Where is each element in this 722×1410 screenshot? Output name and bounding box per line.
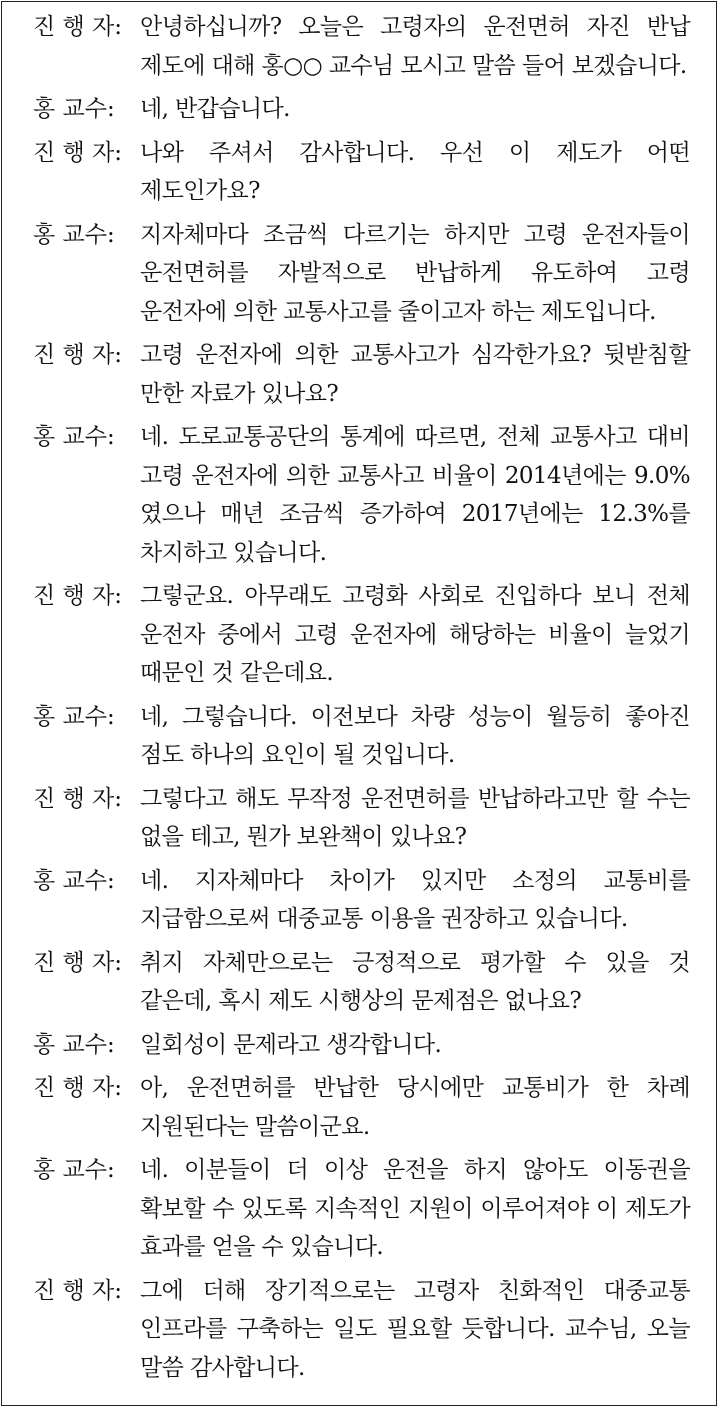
speaker-label: 진 행 자:: [33, 139, 123, 166]
speech-text: 네. 지자체마다 차이가 있지만 소정의 교통비를 지급함으로써 대중교통 이용을 권장하고 있습니다.: [140, 867, 690, 932]
speech-text: 안녕하십니까? 오늘은 고령자의 운전면허 자진 반납 제도에 대해 홍○○ 교수님 모시고 말씀 들어 보겠습니다.: [140, 14, 690, 79]
speaker-label: 진 행 자:: [33, 785, 123, 812]
speech-text: 취지 자체만으로는 긍정적으로 평가할 수 있을 것 같은데, 혹시 제도 시행상의 문제점은 없나요?: [140, 949, 690, 1014]
dialogue-turn: [0, 336, 722, 413]
speech-text: 그렇군요. 아무래도 고령화 사회로 진입하다 보니 전체 운전자 중에서 고령 운전자에 해당하는 비율이 늘었기 때문인 것 같은데요.: [140, 583, 690, 686]
speech-text: 나와 주셔서 감사합니다. 우선 이 제도가 어떤 제도인가요?: [140, 139, 690, 204]
speaker-label: 홍 교수:: [33, 1157, 115, 1183]
dialogue-turn: [0, 1151, 722, 1267]
dialogue-turn: [0, 862, 722, 939]
dialogue-turn: [0, 944, 722, 1021]
dialogue-turn: [0, 418, 722, 572]
speech-text: 네, 그렇습니다. 이전보다 차량 성능이 월등히 좋아진 점도 하나의 요인이 될 것입니다.: [140, 703, 690, 768]
speaker-label: 홍 교수:: [33, 96, 115, 122]
dialogue-turn: [0, 134, 722, 211]
speaker-label: 홍 교수:: [33, 424, 115, 450]
dialogue-turn: [0, 1069, 722, 1146]
speaker-label: 진 행 자:: [33, 14, 123, 40]
speech-text: 지자체마다 조금씩 다르기는 하지만 고령 운전자들이 운전면허를 자발적으로 반납하게 유도하여 고령 운전자에 의한 교통사고를 줄이고자 하는 제도입니다.: [140, 221, 690, 325]
speech-text: 네. 이분들이 더 이상 운전을 하지 않아도 이동권을 확보할 수 있도록 지속적인 지원이 이루어져야 이 제도가 효과를 얻을 수 있습니다.: [140, 1157, 690, 1260]
dialogue-transcript: [0, 8, 722, 1392]
speaker-label: 진 행 자:: [33, 1075, 123, 1101]
speaker-label: 진 행 자:: [33, 342, 123, 368]
speech-text: 그에 더해 장기적으로는 고령자 친화적인 대중교통 인프라를 구축하는 일도 필요할 듯합니다. 교수님, 오늘 말씀 감사합니다.: [140, 1277, 690, 1381]
speaker-label: 홍 교수:: [33, 867, 115, 894]
speech-text: 고령 운전자에 의한 교통사고가 심각한가요? 뒷받침할 만한 자료가 있나요?: [140, 342, 690, 407]
dialogue-turn: [0, 780, 722, 857]
speaker-label: 홍 교수:: [33, 703, 115, 730]
dialogue-turn: [0, 1026, 722, 1065]
dialogue-turn: [0, 577, 722, 693]
speech-text: 그렇다고 해도 무작정 운전면허를 반납하라고만 할 수는 없을 테고, 뭔가 보완책이 있나요?: [140, 785, 690, 850]
speech-text: 네. 도로교통공단의 통계에 따르면, 전체 교통사고 대비 고령 운전자에 의한 교통사고 비율이 2014년에는 9.0%였으나 매년 조금씩 증가하여 2017년에는 12.3%를 차지하고 있습니다.: [140, 424, 690, 566]
speaker-label: 홍 교수:: [33, 221, 115, 248]
speech-text: 일회성이 문제라고 생각합니다.: [140, 1031, 442, 1058]
speaker-label: 홍 교수:: [33, 1031, 115, 1058]
dialogue-turn: [0, 216, 722, 332]
dialogue-turn: [0, 8, 722, 85]
speech-text: 아, 운전면허를 반납한 당시에만 교통비가 한 차례 지원된다는 말씀이군요.: [140, 1075, 690, 1140]
speech-text: 네, 반갑습니다.: [140, 96, 290, 122]
dialogue-turn: [0, 1272, 722, 1388]
speaker-label: 진 행 자:: [33, 949, 123, 976]
dialogue-turn: [0, 90, 722, 129]
speaker-label: 진 행 자:: [33, 1277, 123, 1304]
speaker-label: 진 행 자:: [33, 583, 123, 609]
dialogue-turn: [0, 698, 722, 775]
